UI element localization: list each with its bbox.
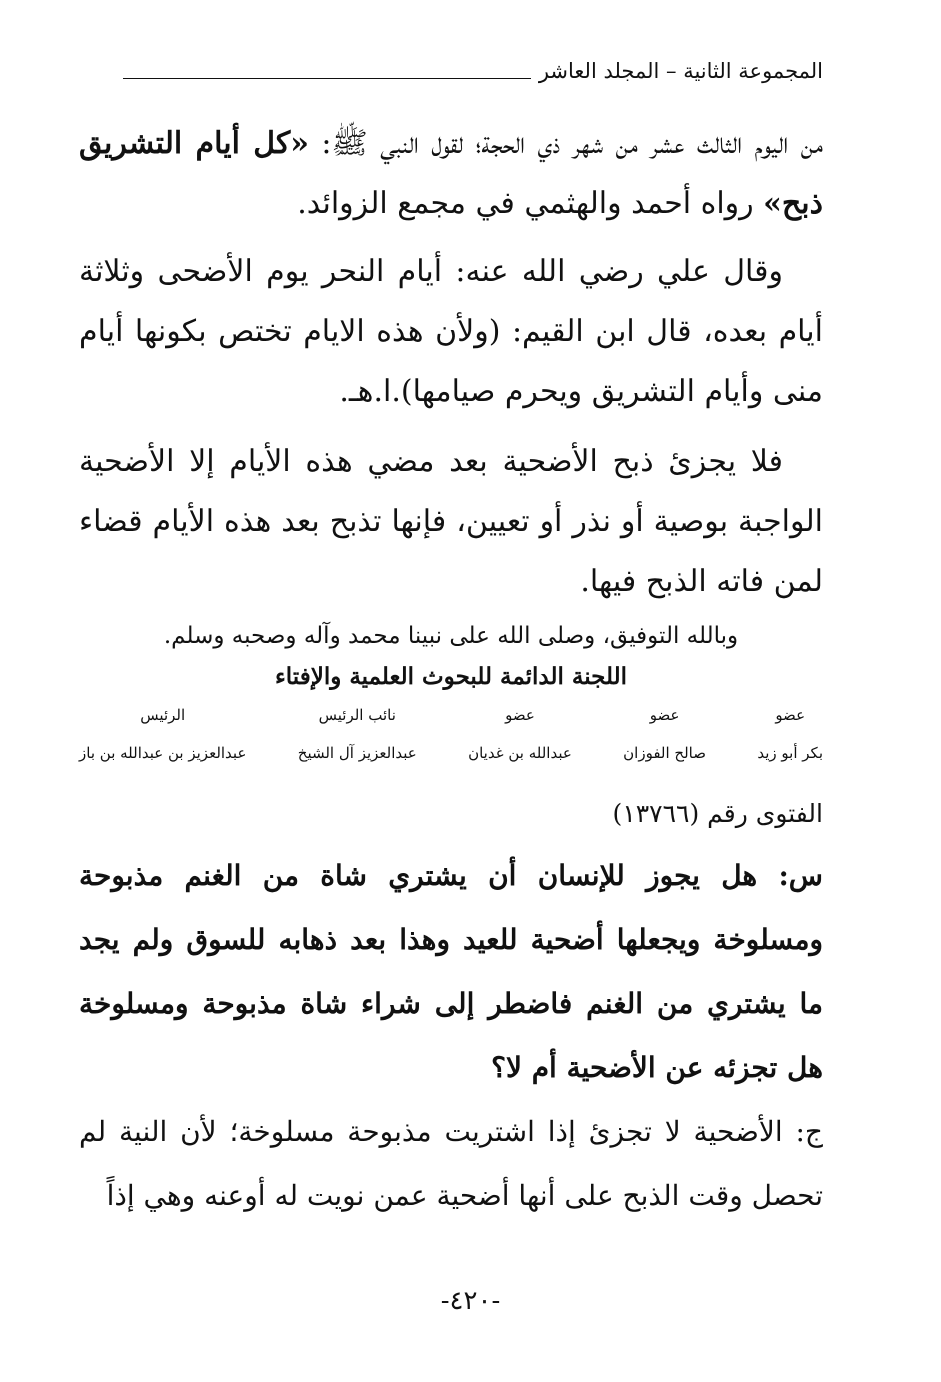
fatwa-number: الفتوى رقم (١٣٧٦٦) [612, 799, 823, 828]
signatory [298, 704, 417, 764]
signatory [623, 704, 706, 764]
signatory-name: بكر أبو زيد [757, 744, 823, 762]
running-title: المجموعة الثانية – المجلد العاشر [538, 59, 823, 83]
paragraph-2: وقال علي رضي الله عنه: أيام النحر يوم الأضحى وثلاثة أيام بعده، قال ابن القيم: (ولأن هذه الايام تختص بكونها أيام منى وأيام التشريق ويحرم صيامها).ا.هـ. [79, 254, 823, 409]
hadith-quote: «كل أيام التشريق ذبح» [79, 126, 823, 221]
page-number: -٤٢٠- [440, 1286, 501, 1316]
signatory-role: عضو [505, 706, 535, 724]
signatory-role: عضو [775, 706, 806, 724]
paragraph-1-tail: رواه أحمد والهثمي في مجمع الزوائد. [297, 186, 764, 221]
paragraph-1-text: من اليوم الثالث عشر من شهر ذي الحجة؛ لقول النبي ﷺ: [308, 126, 823, 161]
signatory-role: الرئيس [140, 706, 186, 724]
signatory [79, 704, 246, 764]
signatory-role: نائب الرئيس [318, 706, 396, 724]
paragraph-3: فلا يجزئ ذبح الأضحية بعد مضي هذه الأيام إلا الأضحية الواجبة بوصية أو نذر أو تعيين، فإنها تذبح بعد هذه الأيام قضاء لمن فاته الذبح فيها. [79, 444, 823, 599]
signatory [468, 704, 572, 764]
signatory-role: عضو [649, 706, 680, 724]
closing-line: وبالله التوفيق، وصلى الله على نبينا محمد وآله وصحبه وسلم. [163, 623, 739, 649]
signatory [757, 704, 823, 764]
signatory-name: عبدالله بن غديان [468, 744, 572, 762]
signatory-name: صالح الفوزان [623, 744, 706, 762]
answer-paragraph: ج: الأضحية لا تجزئ إذا اشتريت مذبوحة مسلوخة؛ لأن النية لم تحصل وقت الذبح على أنها أضحية عمن نويت له أوعنه وهي إذاً [79, 1115, 823, 1212]
committee-name: اللجنة الدائمة للبحوث العلمية والإفتاء [274, 663, 628, 690]
signatories [79, 704, 823, 764]
signatory-name: عبدالعزيز آل الشيخ [297, 744, 417, 762]
page-body [79, 114, 823, 1228]
running-header [123, 56, 823, 86]
signatory-name: عبدالعزيز بن عبدالله بن باز [79, 744, 247, 762]
question-paragraph: س: هل يجوز للإنسان أن يشتري شاة من الغنم مذبوحة ومسلوخة ويجعلها أضحية للعيد وهذا بعد ذهابه للسوق ولم يجد ما يشتري من الغنم فاضطر إلى شراء شاة مذبوحة ومسلوخة هل تجزئه عن الأضحية أم لا؟ [79, 859, 823, 1084]
header-rule [123, 78, 531, 79]
paragraph-1 [79, 114, 823, 234]
